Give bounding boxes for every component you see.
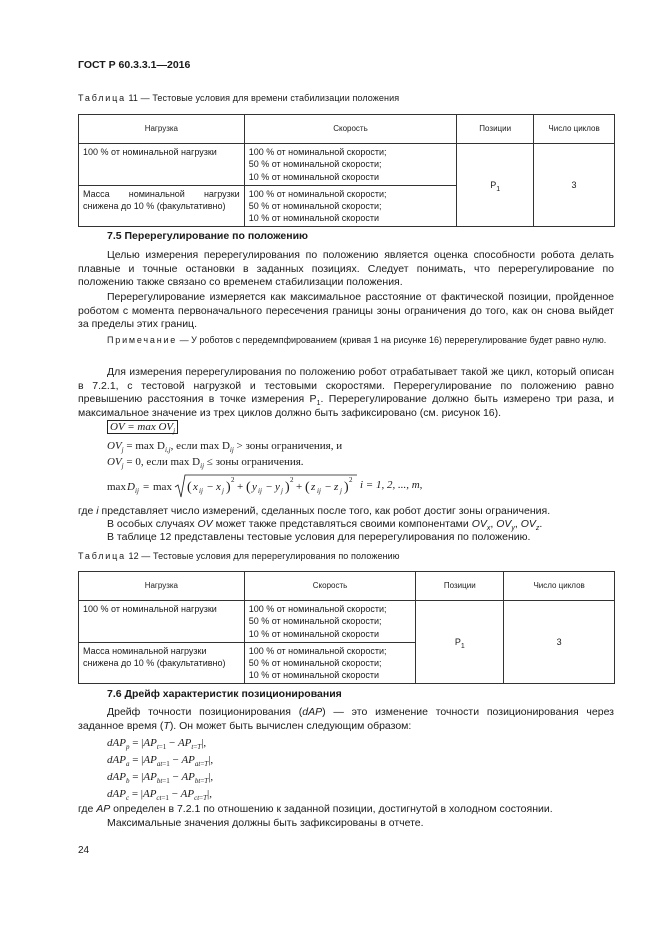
svg-text:−: − xyxy=(207,481,214,493)
formula-ov-j: $OV_j = \max D_{i,j}$, если $\max D_{ij}$ > зоны ограничения, и xyxy=(107,440,343,455)
table-11-caption: Таблица 11 — Тестовые условия для времени стабилизации положения xyxy=(78,93,400,103)
svg-text:max: max xyxy=(107,481,126,493)
svg-text:−: − xyxy=(325,481,332,493)
table-11 xyxy=(78,114,615,227)
formula-ov-zero: $OV_j = 0$, если $\max D_{ij}$ ≤ зоны ограничения. xyxy=(107,456,304,471)
svg-text:2: 2 xyxy=(290,476,294,484)
table-row xyxy=(79,601,615,643)
paragraph: Максимальные значения должны быть зафиксированы в отчете. xyxy=(107,817,424,829)
paragraph: В особых случаях OV может также представляться своими компонентами $OV_x$, $OV_y$, $OV_z$. xyxy=(107,518,543,533)
paragraph: где i представляет число измерений, сделанных после того, как робот достиг зоны ограничения. xyxy=(78,505,551,517)
paragraph: где AP определен в 7.2.1 по отношению к заданной позиции, достигнутой в холодном состоянии. xyxy=(78,803,553,815)
svg-text:−: − xyxy=(266,481,273,493)
svg-text:y: y xyxy=(275,481,280,493)
table-12 xyxy=(78,571,615,684)
svg-text:j: j xyxy=(281,487,283,495)
svg-text:ij: ij xyxy=(258,487,262,495)
table-cell-cycles: 3 xyxy=(504,601,615,684)
formula-dap-p: $dAP_p = |AP_{t=1} - AP_{t=T}|$, xyxy=(107,737,207,752)
svg-text:x: x xyxy=(193,481,198,493)
svg-text:max: max xyxy=(153,481,172,493)
table-cell-load: 100 % от номинальной нагрузки xyxy=(79,601,245,643)
table-cell-speed: 100 % от номинальной скорости; 50 % от номинальной скорости; 10 % от номинальной скорости xyxy=(244,601,416,643)
section-7-5-title: 7.5 Перерегулирование по положению xyxy=(107,230,309,242)
table-11-header-positions: Позиции xyxy=(457,115,534,144)
table-11-header-cycles: Число циклов xyxy=(534,115,615,144)
table-cell-load: 100 % от номинальной нагрузки xyxy=(79,144,245,186)
table-12-header-cycles: Число циклов xyxy=(504,572,615,601)
svg-text:z: z xyxy=(311,481,316,493)
svg-text:+: + xyxy=(296,481,303,493)
table-cell-position: $P_1$ xyxy=(457,144,534,227)
svg-text:y: y xyxy=(252,481,257,493)
table-12-caption: Таблица 12 — Тестовые условия для перерегулирования по положению xyxy=(78,551,400,561)
table-cell-cycles: 3 xyxy=(534,144,615,227)
page-number: 24 xyxy=(78,845,90,856)
paragraph: В таблице 12 представлены тестовые условия для перерегулирования по положению. xyxy=(107,531,531,543)
svg-text:): ) xyxy=(285,480,290,495)
svg-text:+: + xyxy=(237,481,244,493)
table-11-header-load: Нагрузка xyxy=(79,115,245,144)
svg-text:ij: ij xyxy=(317,487,321,495)
svg-text:z: z xyxy=(334,481,339,493)
svg-text:ij: ij xyxy=(199,487,203,495)
table-11-header-speed: Скорость xyxy=(244,115,457,144)
paragraph: Целью измерения перерегулирования по положению является оценка способности робота делать плавные и точные остановки в заданных позициях. Следует понимать, что перерегулирование по положению также связано со временем стабилизации положения. xyxy=(78,249,614,289)
formula-ov-max: OV = $\max OV_j$ xyxy=(107,421,178,434)
table-cell-speed: 100 % от номинальной скорости; 50 % от номинальной скорости; 10 % от номинальной скорости xyxy=(244,642,416,684)
table-cell-position: $P_1$ xyxy=(416,601,504,684)
svg-text:j: j xyxy=(340,487,342,495)
svg-text:(: ( xyxy=(246,480,251,495)
svg-text:): ) xyxy=(226,480,231,495)
section-7-6-title: 7.6 Дрейф характеристик позиционирования xyxy=(107,688,342,700)
svg-text:(: ( xyxy=(187,480,192,495)
formula-dap-b: $dAP_b = |AP_{bt=1} - AP_{bt=T}|$, xyxy=(107,771,214,786)
table-12-header-speed: Скорость xyxy=(244,572,416,601)
table-row xyxy=(79,144,615,186)
svg-text:2: 2 xyxy=(231,476,235,484)
svg-text:ij: ij xyxy=(135,487,139,495)
paragraph: Для измерения перерегулирования по положению робот отрабатывает такой же цикл, который описан в 7.2.1, с тестовой нагрузкой и тестовыми скоростями. Перерегулирование по положению равно превышению расстояния в точке измерения $P_1$. Перерегулирование должно быть измерено три раза, и максимальное значение из трех циклов должно быть зафиксировано (см. рисунок 16). xyxy=(78,366,615,419)
svg-text:D: D xyxy=(127,481,135,493)
svg-text:): ) xyxy=(344,480,349,495)
formula-dap-c: $dAP_c = |AP_{ct=1} - AP_{ct=T}|$, xyxy=(107,788,212,803)
note: Примечание — У роботов с передемпфированием (кривая 1 на рисунке 16) перерегулирование будет равно нулю. xyxy=(107,335,607,345)
svg-text:2: 2 xyxy=(349,476,353,484)
svg-text:(: ( xyxy=(305,480,310,495)
svg-text:=: = xyxy=(143,481,150,493)
svg-text:x: x xyxy=(216,481,221,493)
paragraph: Дрейф точности позиционирования (dAP) — это изменение точности позиционирования через заданное время (T). Он может быть вычислен следующим образом: xyxy=(78,706,614,732)
table-12-header-load: Нагрузка xyxy=(79,572,245,601)
table-cell-speed: 100 % от номинальной скорости; 50 % от номинальной скорости; 10 % от номинальной скорости xyxy=(244,185,457,227)
table-cell-load: Масса номинальной нагрузки снижена до 10 % (факультативно) xyxy=(79,642,245,684)
table-12-header-positions: Позиции xyxy=(416,572,504,601)
svg-text:j: j xyxy=(222,487,224,495)
document-header: ГОСТ Р 60.3.3.1—2016 xyxy=(78,59,191,71)
formula-max-d: max D ij = max ( x ij − x j ) 2 + ( y ij − y j ) 2 + ( z ij − z j ) 2 i = 1, 2, ..., m, xyxy=(107,473,447,503)
paragraph: Перерегулирование измеряется как максимальное расстояние от фактической позиции, пройденное роботом с момента первоначального пересечения границы зоны ограничения до того, как он снова выйдет за пределы этих границ. xyxy=(78,291,614,331)
formula-dap-a: $dAP_a = |AP_{at=1} - AP_{at=T}|$, xyxy=(107,754,214,769)
table-cell-load: Масса номинальной нагрузки снижена до 10 % (факультативно) xyxy=(79,185,245,227)
table-cell-speed: 100 % от номинальной скорости; 50 % от номинальной скорости; 10 % от номинальной скорости xyxy=(244,144,457,186)
